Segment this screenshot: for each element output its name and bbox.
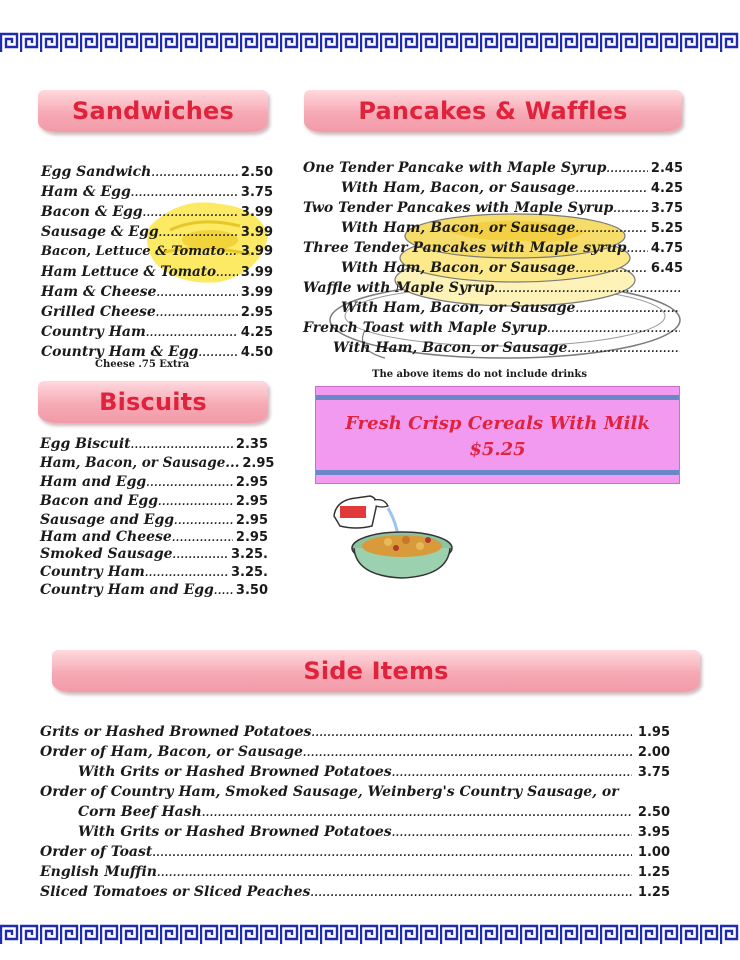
side-items-title: Side Items bbox=[303, 657, 449, 685]
list-item: Order of Toast ..... 1.00 bbox=[40, 842, 670, 862]
list-item: With Grits or Hashed Browned Potatoes ..... 3.95 bbox=[40, 822, 670, 842]
list-item: Sliced Tomatoes or Sliced Peaches ..... 1.25 bbox=[40, 882, 670, 902]
list-item: Ham, Bacon, or Sausage... 2.95 bbox=[40, 455, 275, 471]
list-item: Bacon & Egg ..... 3.99 bbox=[41, 202, 273, 222]
list-item: Sausage and Egg ..... 2.95 bbox=[40, 510, 268, 527]
list-item: Egg Sandwich ..... 2.50 bbox=[41, 162, 273, 182]
list-item: Sausage & Egg ..... 3.99 bbox=[41, 222, 273, 242]
list-item: With Ham, Bacon, or Sausage ..... bbox=[303, 338, 683, 358]
side-items-banner bbox=[52, 650, 700, 692]
greek-key-border-bottom bbox=[0, 924, 740, 946]
list-item: Bacon and Egg ..... 2.95 bbox=[40, 491, 268, 510]
sandwiches-title: Sandwiches bbox=[71, 97, 235, 125]
list-item: Order of Country Ham, Smoked Sausage, Weinberg's Country Sausage, or bbox=[40, 784, 619, 800]
list-item: French Toast with Maple Syrup ..... bbox=[303, 318, 683, 338]
list-item: Country Ham and Egg ..... 3.50 bbox=[40, 580, 268, 598]
list-item: Ham Lettuce & Tomato ..... 3.99 bbox=[41, 262, 273, 282]
cereal-title: Fresh Crisp Cereals With Milk bbox=[345, 413, 650, 434]
list-item: Bacon, Lettuce & Tomato ..... 3.99 bbox=[41, 242, 273, 262]
list-item: Country Ham ..... 3.25. bbox=[40, 562, 268, 580]
list-item: Ham & Cheese ..... 3.99 bbox=[41, 282, 273, 302]
list-item: With Ham, Bacon, or Sausage ..... 5.25 bbox=[303, 218, 683, 238]
biscuits-list bbox=[40, 434, 275, 598]
sandwiches-list bbox=[41, 162, 273, 362]
list-item: Two Tender Pancakes with Maple Syrup ..... 3.75 bbox=[303, 198, 683, 218]
list-item: Ham and Egg ..... 2.95 bbox=[40, 472, 268, 491]
list-item: With Grits or Hashed Browned Potatoes ..... 3.75 bbox=[40, 762, 670, 782]
list-item: Waffle with Maple Syrup ..... bbox=[303, 278, 683, 298]
list-item: Grilled Cheese ..... 2.95 bbox=[41, 302, 273, 322]
list-item: English Muffin ..... 1.25 bbox=[40, 862, 670, 882]
list-item: Country Ham & Egg ..... 4.50 bbox=[41, 342, 273, 362]
list-item: Order of Ham, Bacon, or Sausage ..... 2.00 bbox=[40, 742, 670, 762]
drinks-note: The above items do not include drinks bbox=[372, 369, 587, 380]
list-item: With Ham, Bacon, or Sausage ..... 4.25 bbox=[303, 178, 683, 198]
list-item: With Ham, Bacon, or Sausage ..... bbox=[303, 298, 683, 318]
pancakes-banner bbox=[304, 90, 682, 132]
list-item: Corn Beef Hash ..... 2.50 bbox=[40, 802, 670, 822]
cereal-price: $5.25 bbox=[469, 439, 526, 460]
pancakes-title: Pancakes & Waffles bbox=[358, 97, 628, 125]
list-item: Ham & Egg ..... 3.75 bbox=[41, 182, 273, 202]
list-item: Ham and Cheese ..... 2.95 bbox=[40, 527, 268, 544]
biscuits-banner bbox=[38, 381, 268, 423]
side-items-list bbox=[40, 722, 670, 902]
pancakes-list bbox=[303, 158, 683, 358]
greek-key-border-top bbox=[0, 32, 740, 54]
list-item: Grits or Hashed Browned Potatoes ..... 1.95 bbox=[40, 722, 670, 742]
list-item: With Ham, Bacon, or Sausage ..... 6.45 bbox=[303, 258, 683, 278]
list-item: Smoked Sausage ..... 3.25. bbox=[40, 544, 268, 562]
biscuits-title: Biscuits bbox=[99, 388, 207, 416]
list-item: Country Ham ..... 4.25 bbox=[41, 322, 273, 342]
cereal-bowl-illustration bbox=[326, 486, 456, 586]
cheese-extra-note: Cheese .75 Extra bbox=[95, 359, 190, 370]
sandwiches-banner bbox=[38, 90, 268, 132]
list-item: Egg Biscuit ..... 2.35 bbox=[40, 434, 268, 453]
cereal-promo-box bbox=[315, 386, 680, 484]
list-item: One Tender Pancake with Maple Syrup ..... 2.45 bbox=[303, 158, 683, 178]
list-item: Three Tender Pancakes with Maple syrup ..... 4.75 bbox=[303, 238, 683, 258]
